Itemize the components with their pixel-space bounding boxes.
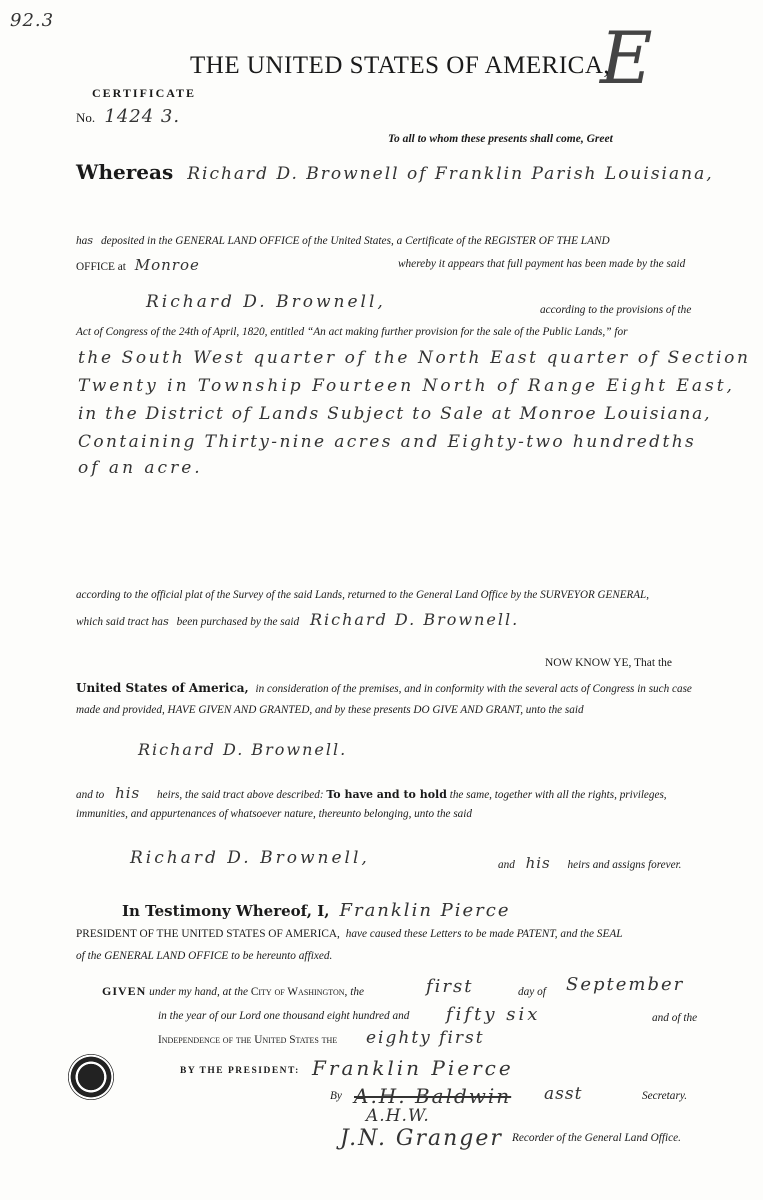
description-line-5: of an acre. [78, 458, 203, 478]
grant-heirs: heirs, the said tract above described: [157, 789, 324, 801]
secretary-label: Secretary. [642, 1090, 688, 1102]
given-independence: Independence of the United States the [158, 1034, 338, 1046]
president-signature: Franklin Pierce [312, 1056, 514, 1080]
grant-grantee-hand: Richard D. Brownell. [138, 740, 348, 759]
grant-to-have: To have and to hold [326, 788, 447, 801]
grant-his-hand-2: his [525, 854, 551, 872]
plat-which-hand: s [162, 615, 170, 628]
given-month-hand: September [566, 974, 685, 995]
grant-consideration: in consideration of the premises, and in conformity with the several acts of Congress in such case [255, 683, 692, 695]
description-line-4: Containing Thirty-nine acres and Eighty-two hundredths [78, 432, 697, 452]
description-line-2: Twenty in Township Fourteen North of Range Eight East, [78, 376, 735, 396]
plat-line-1: according to the official plat of the Survey of the said Lands, returned to the General Land Office by the SURVEYOR GENERAL, [76, 589, 649, 601]
given-independence-hand: eighty first [366, 1028, 485, 1048]
grant-grantee-hand-2: Richard D. Brownell, [130, 848, 370, 868]
greeting: To all to whom these presents shall come, Greet [388, 133, 613, 145]
seal-icon [68, 1054, 114, 1100]
testimony-line-1 [76, 928, 623, 940]
given-the: the [350, 986, 365, 998]
deposit-has-prefix: ha [76, 235, 88, 247]
testimony-heading-line [122, 900, 511, 921]
by-the-president: BY THE PRESIDENT: [180, 1066, 300, 1076]
grant-assigns-line [498, 854, 681, 872]
description-line-3: in the District of Lands Subject to Sale at Monroe Louisiana, [78, 404, 712, 424]
given-year-line: in the year of our Lord one thousand eight hundred and [158, 1010, 410, 1022]
testimony-patent: have caused these Letters to be made PATENT, and the SEAL [345, 928, 623, 940]
testimony-line-2: of the GENERAL LAND OFFICE to be hereunto affixed. [76, 950, 333, 962]
given-day-of: day of [518, 986, 546, 998]
payer-act: Act of Congress of the 24th of April, 1820, entitled “An act making further provision for the sale of the Public Lands,” for [76, 326, 628, 338]
whereas-line [76, 160, 714, 184]
plat-purchased: been purchased by the said [176, 616, 300, 628]
whereas-word: Whereas [76, 160, 174, 184]
grant-his-hand: his [115, 784, 141, 802]
grant-united: United States of America, [76, 681, 249, 695]
deposit-whereby: whereby it appears that full payment has been made by the said [398, 258, 686, 270]
payer-hand: Richard D. Brownell, [146, 292, 386, 312]
testimony-president-hand: Franklin Pierce [339, 900, 511, 921]
certificate-label: CERTIFICATE [92, 86, 197, 100]
given-under: under my hand, at the [149, 986, 249, 998]
grant-heirs-rest: the same, together with all the rights, privileges, [449, 789, 667, 801]
given-year-hand: fifty six [446, 1004, 541, 1025]
grant-immunities: immunities, and appurtenances of whatsoever nature, thereunto belonging, unto the said [76, 808, 472, 820]
given-and-of: and of the [652, 1012, 698, 1024]
corner-mark: E [600, 16, 654, 100]
secretary-signature: A.H. Baldwin [354, 1084, 512, 1108]
grant-now-know: NOW KNOW YE, That the [545, 657, 673, 669]
given-city: City of Washington, [250, 986, 348, 998]
whereas-hand: Richard D. Brownell of Franklin Parish Louisiana, [187, 164, 714, 184]
deposit-office-hand: Monroe [134, 256, 200, 274]
certificate-number [76, 106, 180, 127]
deposit-has-hand: s [87, 234, 95, 247]
certificate-no-prefix: No. [76, 110, 96, 125]
initials-signature: A.H.W. [366, 1106, 430, 1126]
asst-label: asst [544, 1084, 583, 1104]
grant-assigns: heirs and assigns forever. [567, 859, 682, 871]
recorder-signature: J.N. Granger [340, 1126, 503, 1151]
grant-and-to: and to [76, 789, 105, 801]
given-day-hand: first [426, 976, 474, 997]
grant-and: and [498, 859, 515, 871]
by-label: By [330, 1090, 342, 1102]
payer-provisions: according to the provisions of the [540, 304, 692, 316]
given-independence-line [158, 1034, 337, 1046]
document-title: THE UNITED STATES OF AMERICA, [190, 52, 611, 79]
grant-line-1 [76, 681, 692, 695]
corner-note: 92.3 [10, 10, 55, 31]
recorder-label: Recorder of the General Land Office. [512, 1132, 681, 1144]
plat-which: which said tract ha [76, 616, 163, 628]
plat-line-2 [76, 610, 519, 629]
deposit-text: deposited in the GENERAL LAND OFFICE of the United States, a Certificate of the REGISTER OF THE LAND [100, 235, 610, 247]
description-line-1: the South West quarter of the North East quarter of Section [78, 348, 751, 368]
grant-made: made and provided, HAVE GIVEN AND GRANTED, and by these presents DO GIVE AND GRANT, unto the said [76, 704, 584, 716]
deposit-line-2 [76, 256, 200, 274]
testimony-heading: In Testimony Whereof, I, [122, 902, 330, 920]
given-word: GIVEN [102, 984, 147, 998]
deposit-office-at: OFFICE at [76, 261, 126, 273]
testimony-president: PRESIDENT OF THE UNITED STATES OF AMERICA, [76, 928, 340, 940]
given-line-1 [102, 984, 364, 999]
deposit-line-1 [76, 234, 610, 247]
grant-heirs-line [76, 784, 667, 802]
plat-purchased-hand: Richard D. Brownell. [309, 610, 520, 629]
certificate-number-hand: 1424 3. [104, 106, 181, 127]
